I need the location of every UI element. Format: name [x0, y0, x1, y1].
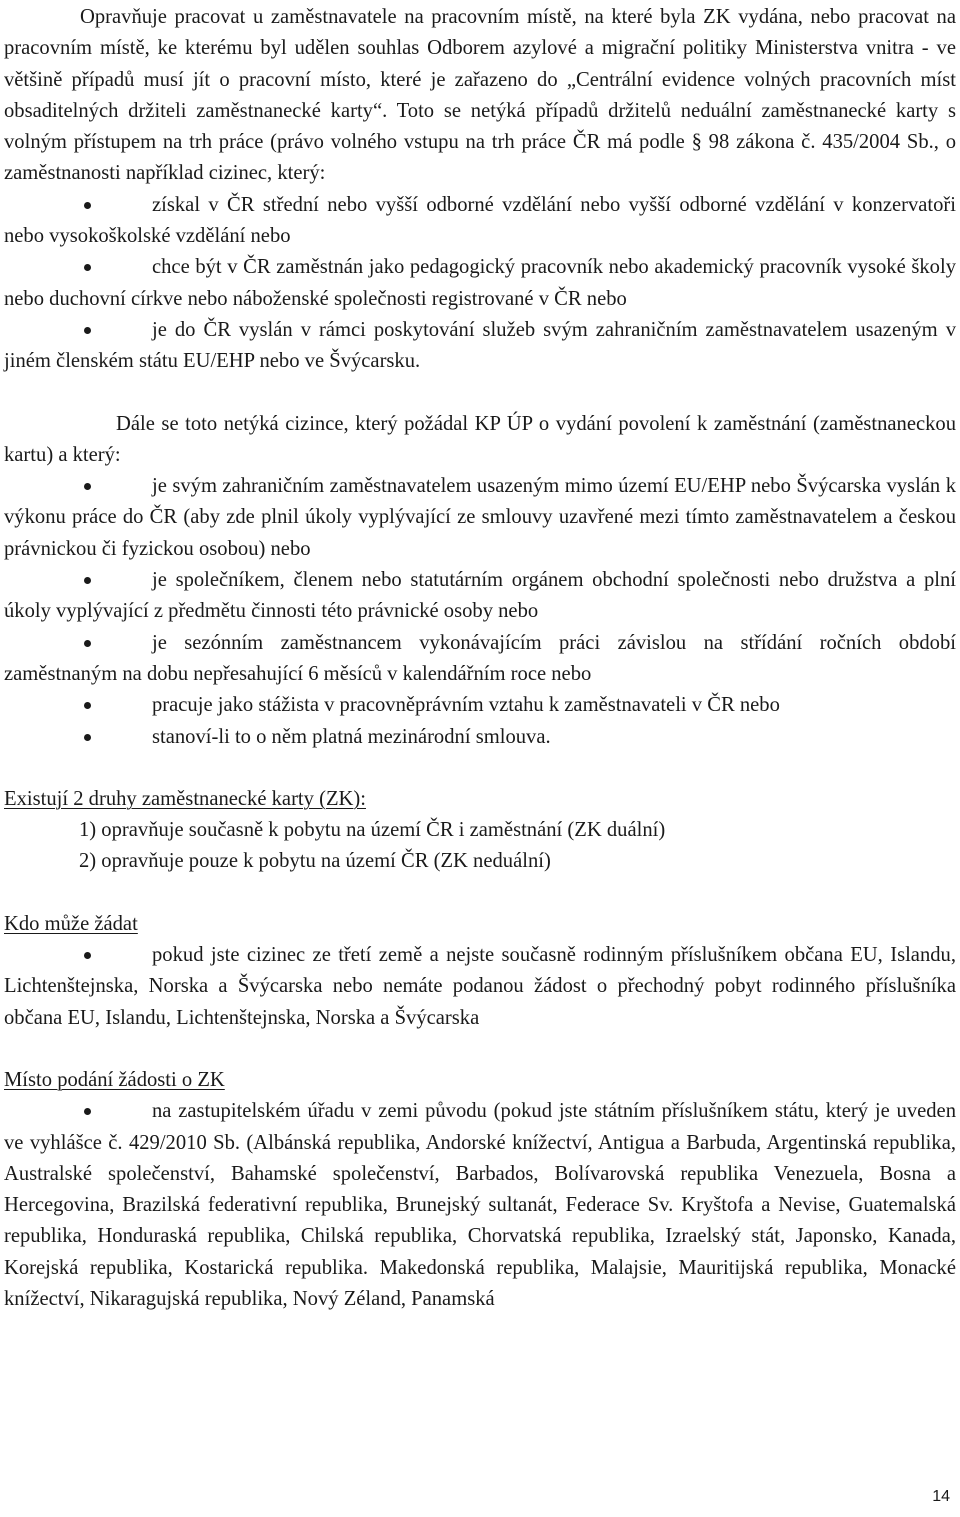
document-page	[4, 2, 956, 1315]
numbered-item: 2) opravňuje pouze k pobytu na území ČR (ZK neduální)	[79, 850, 551, 873]
list-item-text: pokud jste cizinec ze třetí země a nejste současně rodinným příslušníkem občana EU, Islandu, Lichtenštejnska, Norska a Švýcarska nebo nemáte podanou žádost o přechodný pobyt rodinného příslušníka občana EU, Islandu, Lichtenštejnska, Norska a Švýcarska	[4, 944, 956, 1029]
spacer	[4, 1034, 956, 1065]
list-item-text: je do ČR vyslán v rámci poskytování služeb svým zahraničním zaměstnavatelem usazeným v jiném členském státu EU/EHP nebo ve Švýcarsku.	[4, 318, 956, 373]
list-item-text: získal v ČR střední nebo vyšší odborné vzdělání nebo vyšší odborné vzdělání v konzervatoři nebo vysokoškolské vzdělání nebo	[4, 193, 956, 248]
list-item	[4, 565, 956, 628]
list-item-text: chce být v ČR zaměstnán jako pedagogický pracovník nebo akademický pracovník vysoké školy nebo duchovní církve nebo náboženské společnosti registrované v ČR nebo	[4, 256, 956, 310]
list-item	[4, 690, 956, 721]
list-item	[4, 1096, 956, 1315]
spacer	[4, 753, 956, 784]
page-number: 14	[932, 1488, 950, 1505]
section-heading-types: Existují 2 druhy zaměstnanecké karty (ZK):	[4, 787, 366, 810]
bullet-icon	[84, 952, 91, 959]
list-item-text: stanoví-li to o něm platná mezinárodní smlouva.	[152, 725, 551, 748]
bullet-icon	[84, 640, 91, 647]
numbered-item: 1) opravňuje současně k pobytu na území ČR i zaměstnání (ZK duální)	[79, 819, 666, 842]
bullet-icon	[84, 202, 91, 209]
list-item-text: je svým zahraničním zaměstnavatelem usazeným mimo území EU/EHP nebo Švýcarska vyslán k výkonu práce do ČR (aby zde plnil úkoly vyplývající ze smlouvy uzavřené mezi tímto zaměstnavatelem a českou právnickou či fyzickou osobou) nebo	[4, 475, 956, 560]
bullet-icon	[84, 1108, 91, 1115]
list-item	[4, 940, 956, 1034]
list-item	[4, 722, 956, 753]
list-item	[4, 252, 956, 315]
bullet-icon	[84, 577, 91, 584]
list-item-text: pracuje jako stážista v pracovněprávním vztahu k zaměstnavateli v ČR nebo	[152, 694, 780, 717]
list-item	[4, 190, 956, 253]
bullet-icon	[84, 264, 91, 271]
further-paragraph: Dále se toto netýká cizince, který požádal KP ÚP o vydání povolení k zaměstnání (zaměstnaneckou kartu) a který:	[4, 412, 956, 466]
spacer	[4, 378, 956, 409]
bullet-icon	[84, 734, 91, 741]
intro-paragraph: Opravňuje pracovat u zaměstnavatele na pracovním místě, na které byla ZK vydána, nebo pracovat na pracovním místě, ke kterému byl udělen souhlas Odborem azylové a migrační politiky Ministerstva vnitra - ve většině případů musí jít o pracovní místo, které je zařazeno do „Centrální evidence volných pracovních míst obsaditelných držiteli zaměstnanecké karty“. Toto se netýká případů držitelů neduální zaměstnanecké karty s volným přístupem na trh práce (právo volného vstupu na trh práce ČR má podle § 98 zákona č. 435/2004 Sb., o zaměstnanosti například cizinec, který:	[4, 6, 956, 185]
bullet-icon	[84, 702, 91, 709]
section-heading-where: Místo podání žádosti o ZK	[4, 1068, 225, 1091]
list-item-text: je společníkem, členem nebo statutárním orgánem obchodní společnosti nebo družstva a plní úkoly vyplývající z předmětu činnosti této právnické osoby nebo	[4, 569, 956, 623]
bullet-icon	[84, 483, 91, 490]
bullet-icon	[84, 327, 91, 334]
list-item	[4, 315, 956, 378]
list-item-text: je sezónním zaměstnancem vykonávajícím práci závislou na střídání ročních období zaměstnaným na dobu nepřesahující 6 měsíců v kalendářním roce nebo	[4, 631, 956, 685]
list-item	[4, 471, 956, 565]
list-item-text: na zastupitelském úřadu v zemi původu (pokud jste státním příslušníkem státu, který je uveden ve vyhlášce č. 429/2010 Sb. (Albánská republika, Andorské knížectví, Antigua a Barbuda, Argentinská republika, Australské společenství, Bahamské společenství, Barbados, Bolívarovská republika Venezuela, Bosna a Hercegovina, Brazilská federativní republika, Brunejský sultanát, Federace Sv. Kryštofa a Nevise, Guatemalská republika, Honduraská republika, Chilská republika, Chorvatská republika, Izraelský stát, Japonsko, Kanada, Korejská republika, Kostarická republika. Makedonská republika, Malajsie, Mauritijská republika, Monacké knížectví, Nikaragujská republika, Nový Zéland, Panamská	[4, 1100, 956, 1310]
spacer	[4, 878, 956, 909]
list-item	[4, 628, 956, 691]
section-heading-who: Kdo může žádat	[4, 912, 138, 935]
